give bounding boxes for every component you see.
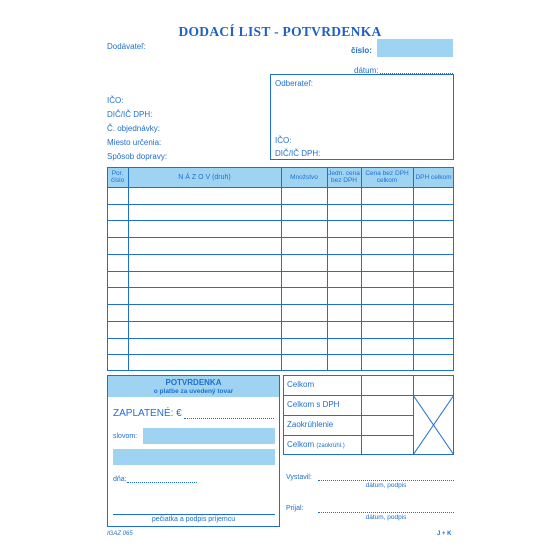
total-rounded-small: (zaokrúhl.)	[316, 443, 345, 449]
number-label: číslo:	[351, 46, 372, 55]
in-words-field-2[interactable]	[113, 449, 275, 465]
receipt-title: POTVRDENKA	[165, 378, 222, 387]
order-number-label: Č. objednávky:	[107, 124, 160, 133]
table-row[interactable]	[107, 304, 454, 305]
table-row[interactable]	[107, 321, 454, 322]
customer-dic-label: DIČ/IČ DPH:	[275, 149, 321, 158]
crossed-cell-icon	[413, 395, 454, 455]
table-row[interactable]	[107, 237, 454, 238]
table-row[interactable]	[107, 204, 454, 205]
totals-row-divider	[283, 435, 413, 436]
total-rounded-text: Celkom	[287, 440, 315, 449]
supplier-ico-label: IČO:	[107, 96, 124, 105]
customer-ico-label: IČO:	[275, 136, 292, 145]
form-code: IGAZ 065	[107, 531, 133, 537]
table-row[interactable]	[107, 338, 454, 339]
received-by-label: Prijal:	[286, 505, 304, 512]
col-divider	[281, 167, 282, 371]
table-row[interactable]	[107, 271, 454, 272]
total-vat-label: Celkom s DPH	[287, 400, 340, 409]
issued-by-field[interactable]	[318, 480, 454, 481]
col-header-total-price: Cena bez DPH celkom	[365, 170, 409, 184]
total-label: Celkom	[287, 380, 315, 389]
table-row[interactable]	[107, 254, 454, 255]
col-header-unit-price: Jedn. cena bez DPH	[328, 170, 360, 184]
number-field[interactable]	[377, 39, 453, 57]
customer-label: Odberateľ:	[275, 79, 313, 88]
receipt-subtitle: o platbe za uvedený tovar	[153, 388, 234, 395]
col-header-quantity: Množstvo	[290, 173, 318, 181]
destination-label: Miesto určenia:	[107, 138, 162, 147]
date-label: dátum:	[354, 66, 379, 75]
paid-label: ZAPLATENÉ: €	[113, 408, 182, 419]
rounding-label: Zaokrúhlenie	[287, 420, 334, 429]
col-header-number: Por. číslo	[110, 170, 125, 184]
received-by-field[interactable]	[318, 512, 454, 513]
received-date-signature-label: dátum, podpis	[365, 514, 407, 521]
total-rounded-label	[287, 440, 345, 449]
col-divider	[327, 167, 328, 371]
signature-line	[113, 514, 275, 515]
document-title: DODACÍ LIST - POTVRDENKA	[178, 24, 382, 39]
in-words-field[interactable]	[143, 428, 275, 444]
table-row[interactable]	[107, 220, 454, 221]
stamp-signature-label: pečiatka a podpis príjemcu	[151, 516, 236, 523]
date-paid-label: dňa:	[113, 476, 127, 483]
supplier-dic-label: DIČ/IČ DPH:	[107, 110, 153, 119]
issued-date-signature-label: dátum, podpis	[365, 482, 407, 489]
supplier-label: Dodávateľ:	[107, 42, 146, 51]
date-paid-field[interactable]	[127, 482, 197, 483]
transport-label: Spôsob dopravy:	[107, 152, 168, 161]
col-divider	[128, 167, 129, 371]
in-words-label: slovom:	[113, 433, 138, 440]
col-divider	[413, 167, 414, 371]
table-row[interactable]	[107, 287, 454, 288]
table-row[interactable]	[107, 354, 454, 355]
issued-by-label: Vystavil:	[286, 474, 312, 481]
publisher-mark: J + K	[437, 531, 452, 537]
totals-row-divider	[283, 415, 413, 416]
col-header-name: N Á Z O V (druh)	[178, 173, 231, 181]
col-header-vat: DPH celkom	[415, 173, 452, 181]
paid-amount-field[interactable]	[184, 418, 274, 419]
col-divider	[361, 167, 362, 371]
